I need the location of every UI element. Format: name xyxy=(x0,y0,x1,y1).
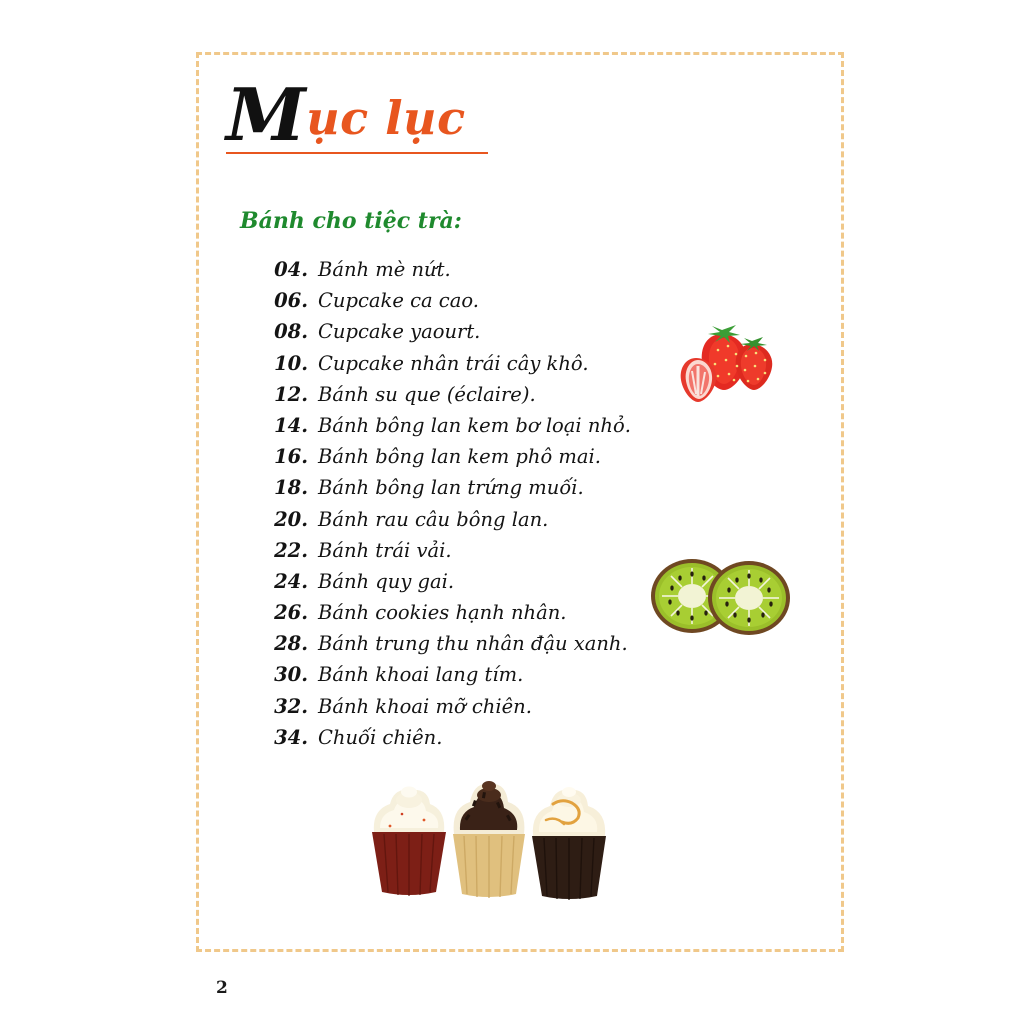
toc-entry-label: Bánh khoai lang tím. xyxy=(318,663,524,687)
page-title xyxy=(226,72,526,157)
toc-page-number: 04. xyxy=(274,258,308,281)
toc-entry-label: Cupcake nhân trái cây khô. xyxy=(318,351,589,375)
list-item[interactable] xyxy=(266,694,826,728)
list-item[interactable] xyxy=(266,665,826,696)
list-item[interactable] xyxy=(266,260,826,291)
toc-page-number: 26. xyxy=(274,601,308,625)
title-drop-cap: M xyxy=(226,72,307,157)
toc-page-number: 24. xyxy=(274,569,308,593)
strawberries-photo xyxy=(660,308,780,408)
toc-page-number: 32. xyxy=(274,694,308,718)
toc-entry-label: Bánh cookies hạnh nhân. xyxy=(318,601,567,625)
page-title-block xyxy=(226,72,526,157)
toc-page-number: 22. xyxy=(274,538,308,562)
toc-page-number: 06. xyxy=(274,289,308,313)
toc-entry-label: Bánh khoai mỡ chiên. xyxy=(318,694,532,718)
toc-page-number: 18. xyxy=(274,476,308,500)
toc-entry-label: Bánh bông lan kem phô mai. xyxy=(318,445,601,469)
kiwi-halves-photo xyxy=(640,540,800,650)
toc-entry-label: Bánh trung thu nhân đậu xanh. xyxy=(318,632,628,656)
toc-page-number: 34. xyxy=(274,725,308,749)
list-item[interactable] xyxy=(266,478,826,509)
list-item[interactable] xyxy=(266,447,826,478)
toc-page-number: 16. xyxy=(274,445,308,469)
toc-entry-label: Bánh rau câu bông lan. xyxy=(318,507,549,531)
list-item[interactable] xyxy=(266,507,826,541)
toc-page-number: 10. xyxy=(274,351,308,375)
toc-entry-label: Cupcake ca cao. xyxy=(318,289,479,313)
toc-page-number: 28. xyxy=(274,632,308,656)
toc-page-number: 08. xyxy=(274,320,308,344)
cupcakes-photo xyxy=(350,770,630,900)
list-item[interactable] xyxy=(266,725,826,759)
section-heading: Bánh cho tiệc trà: xyxy=(240,208,462,234)
toc-entry-label: Cupcake yaourt. xyxy=(318,320,481,344)
list-item[interactable] xyxy=(266,413,826,447)
toc-entry-label: Chuối chiên. xyxy=(318,725,443,749)
page-number: 2 xyxy=(216,978,228,998)
toc-page-number: 14. xyxy=(274,413,308,437)
toc-entry-label: Bánh trái vải. xyxy=(318,538,452,562)
toc-page-number: 20. xyxy=(274,507,308,531)
title-rest: ục lục xyxy=(306,91,466,145)
toc-entry-label: Bánh bông lan trứng muối. xyxy=(318,476,584,500)
toc-entry-label: Bánh quy gai. xyxy=(318,569,455,593)
toc-entry-label: Bánh mè nứt. xyxy=(318,258,451,281)
toc-entry-label: Bánh su que (éclaire). xyxy=(318,382,536,406)
toc-entry-label: Bánh bông lan kem bơ loại nhỏ. xyxy=(318,413,631,437)
toc-page-number: 30. xyxy=(274,663,308,687)
toc-page-number: 12. xyxy=(274,382,308,406)
